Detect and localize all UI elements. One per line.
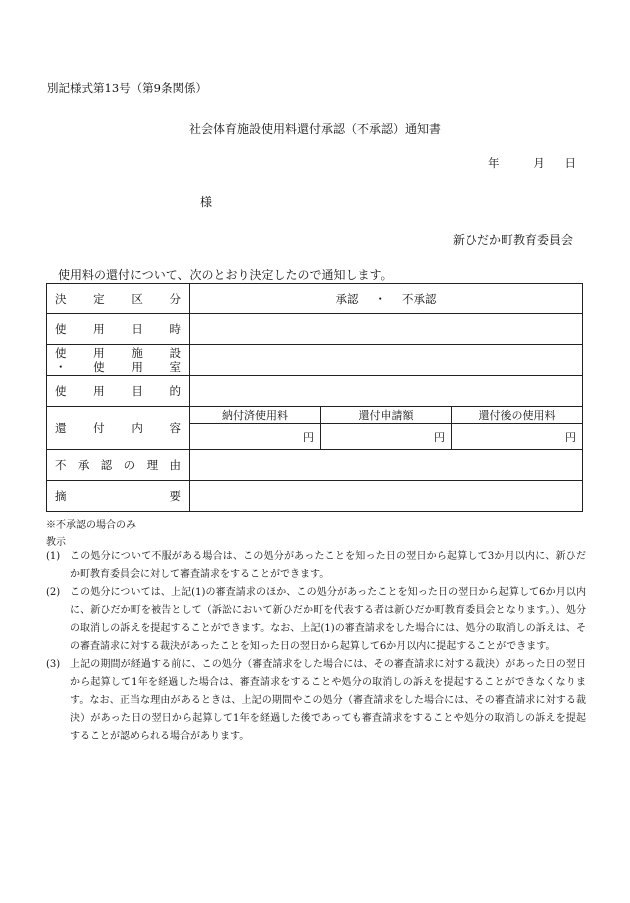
usage-datetime-field[interactable] — [190, 314, 583, 345]
col-fee-after-refund: 還付後の使用料 — [452, 407, 583, 424]
kyoji-item: (1) この処分について不服がある場合は、この処分があったことを知った日の翌日から起算して3か月以内に、新ひだか町教育委員会に対して審査請求をすることができます。 — [46, 551, 586, 580]
row-decision — [47, 284, 583, 314]
reject-reason-label: 不 承 認 の 理 由 — [47, 450, 190, 481]
col-refund-request: 還付申請額 — [321, 407, 452, 424]
purpose-label: 使 用 目 的 — [47, 376, 190, 407]
paid-fee-field[interactable] — [190, 424, 321, 450]
footnote: ※不承認の場合のみ — [46, 520, 136, 531]
document-title: 社会体育施設使用料還付承認（不承認）通知書 — [188, 122, 441, 136]
date-year: 年 — [488, 156, 500, 170]
refund-table — [46, 283, 583, 512]
col-paid-fee: 納付済使用料 — [190, 407, 321, 424]
decision-options[interactable] — [190, 284, 583, 314]
date-month: 月 — [533, 156, 545, 170]
intro-text: 使用料の還付について、次のとおり決定したので通知します。 — [58, 268, 393, 282]
facility-label: 使 用 施 設 ・ 使 用 室 — [47, 345, 190, 376]
usage-datetime-label: 使 用 日 時 — [47, 314, 190, 345]
refund-label: 還 付 内 容 — [47, 407, 190, 450]
kyoji-item: (3) 上記の期間が経過する前に、この処分（審査請求をした場合には、その審査請求に対する裁決）があった日の翌日から起算して1年を経過した場合は、審査請求をすることや処分の取消しの訴えを提起することができなくなります。なお、正当な理由があるときは、上記の期間やこの処分（審査請求をした場合には、その審査請求に対する裁決）があった日の翌日から起算して1年を経過した後であっても審査請求をすることや処分の取消しの訴えを提起することが認められる場合があります。 — [46, 659, 586, 742]
row-summary — [47, 481, 583, 512]
date-day: 日 — [564, 156, 576, 170]
form-number: 別記様式第13号（第9条関係） — [47, 81, 207, 95]
row-reject-reason — [47, 450, 583, 481]
yen-unit: 円 — [303, 430, 314, 444]
kyoji-notes — [46, 548, 586, 746]
fee-after-refund-field[interactable] — [452, 424, 583, 450]
issuer-name: 新ひだか町教育委員会 — [453, 233, 574, 247]
row-purpose — [47, 376, 583, 407]
kyoji-heading: 教示 — [46, 537, 66, 548]
summary-label: 摘 要 — [47, 481, 190, 512]
reject-reason-field[interactable] — [190, 450, 583, 481]
refund-request-field[interactable] — [321, 424, 452, 450]
recipient-suffix: 様 — [200, 195, 213, 209]
option-approve[interactable]: 承認 — [335, 291, 359, 306]
row-refund-header — [47, 407, 583, 424]
facility-field[interactable] — [190, 345, 583, 376]
row-facility — [47, 345, 583, 376]
kyoji-item: (2) この処分については、上記(1)の審査請求のほか、この処分があったことを知った日の翌日から起算して6か月以内に、新ひだか町を被告として（訴訟において新ひだか町を代表する者は新ひだか町教育委員会となります。）、処分の取消しの訴えを提起することができます。なお、上記(1)の審査請求をした場合には、処分の取消しの訴えは、その審査請求に対する裁決があったことを知った日の翌日から起算して6か月以内に提起することができます。 — [46, 587, 586, 652]
row-usage-datetime — [47, 314, 583, 345]
purpose-field[interactable] — [190, 376, 583, 407]
date-line — [488, 155, 576, 171]
yen-unit: 円 — [565, 430, 576, 444]
summary-field[interactable] — [190, 481, 583, 512]
decision-label: 決 定 区 分 — [47, 284, 190, 314]
option-reject[interactable]: 不承認 — [402, 291, 437, 306]
option-separator: ・ — [374, 291, 386, 306]
yen-unit: 円 — [434, 430, 445, 444]
